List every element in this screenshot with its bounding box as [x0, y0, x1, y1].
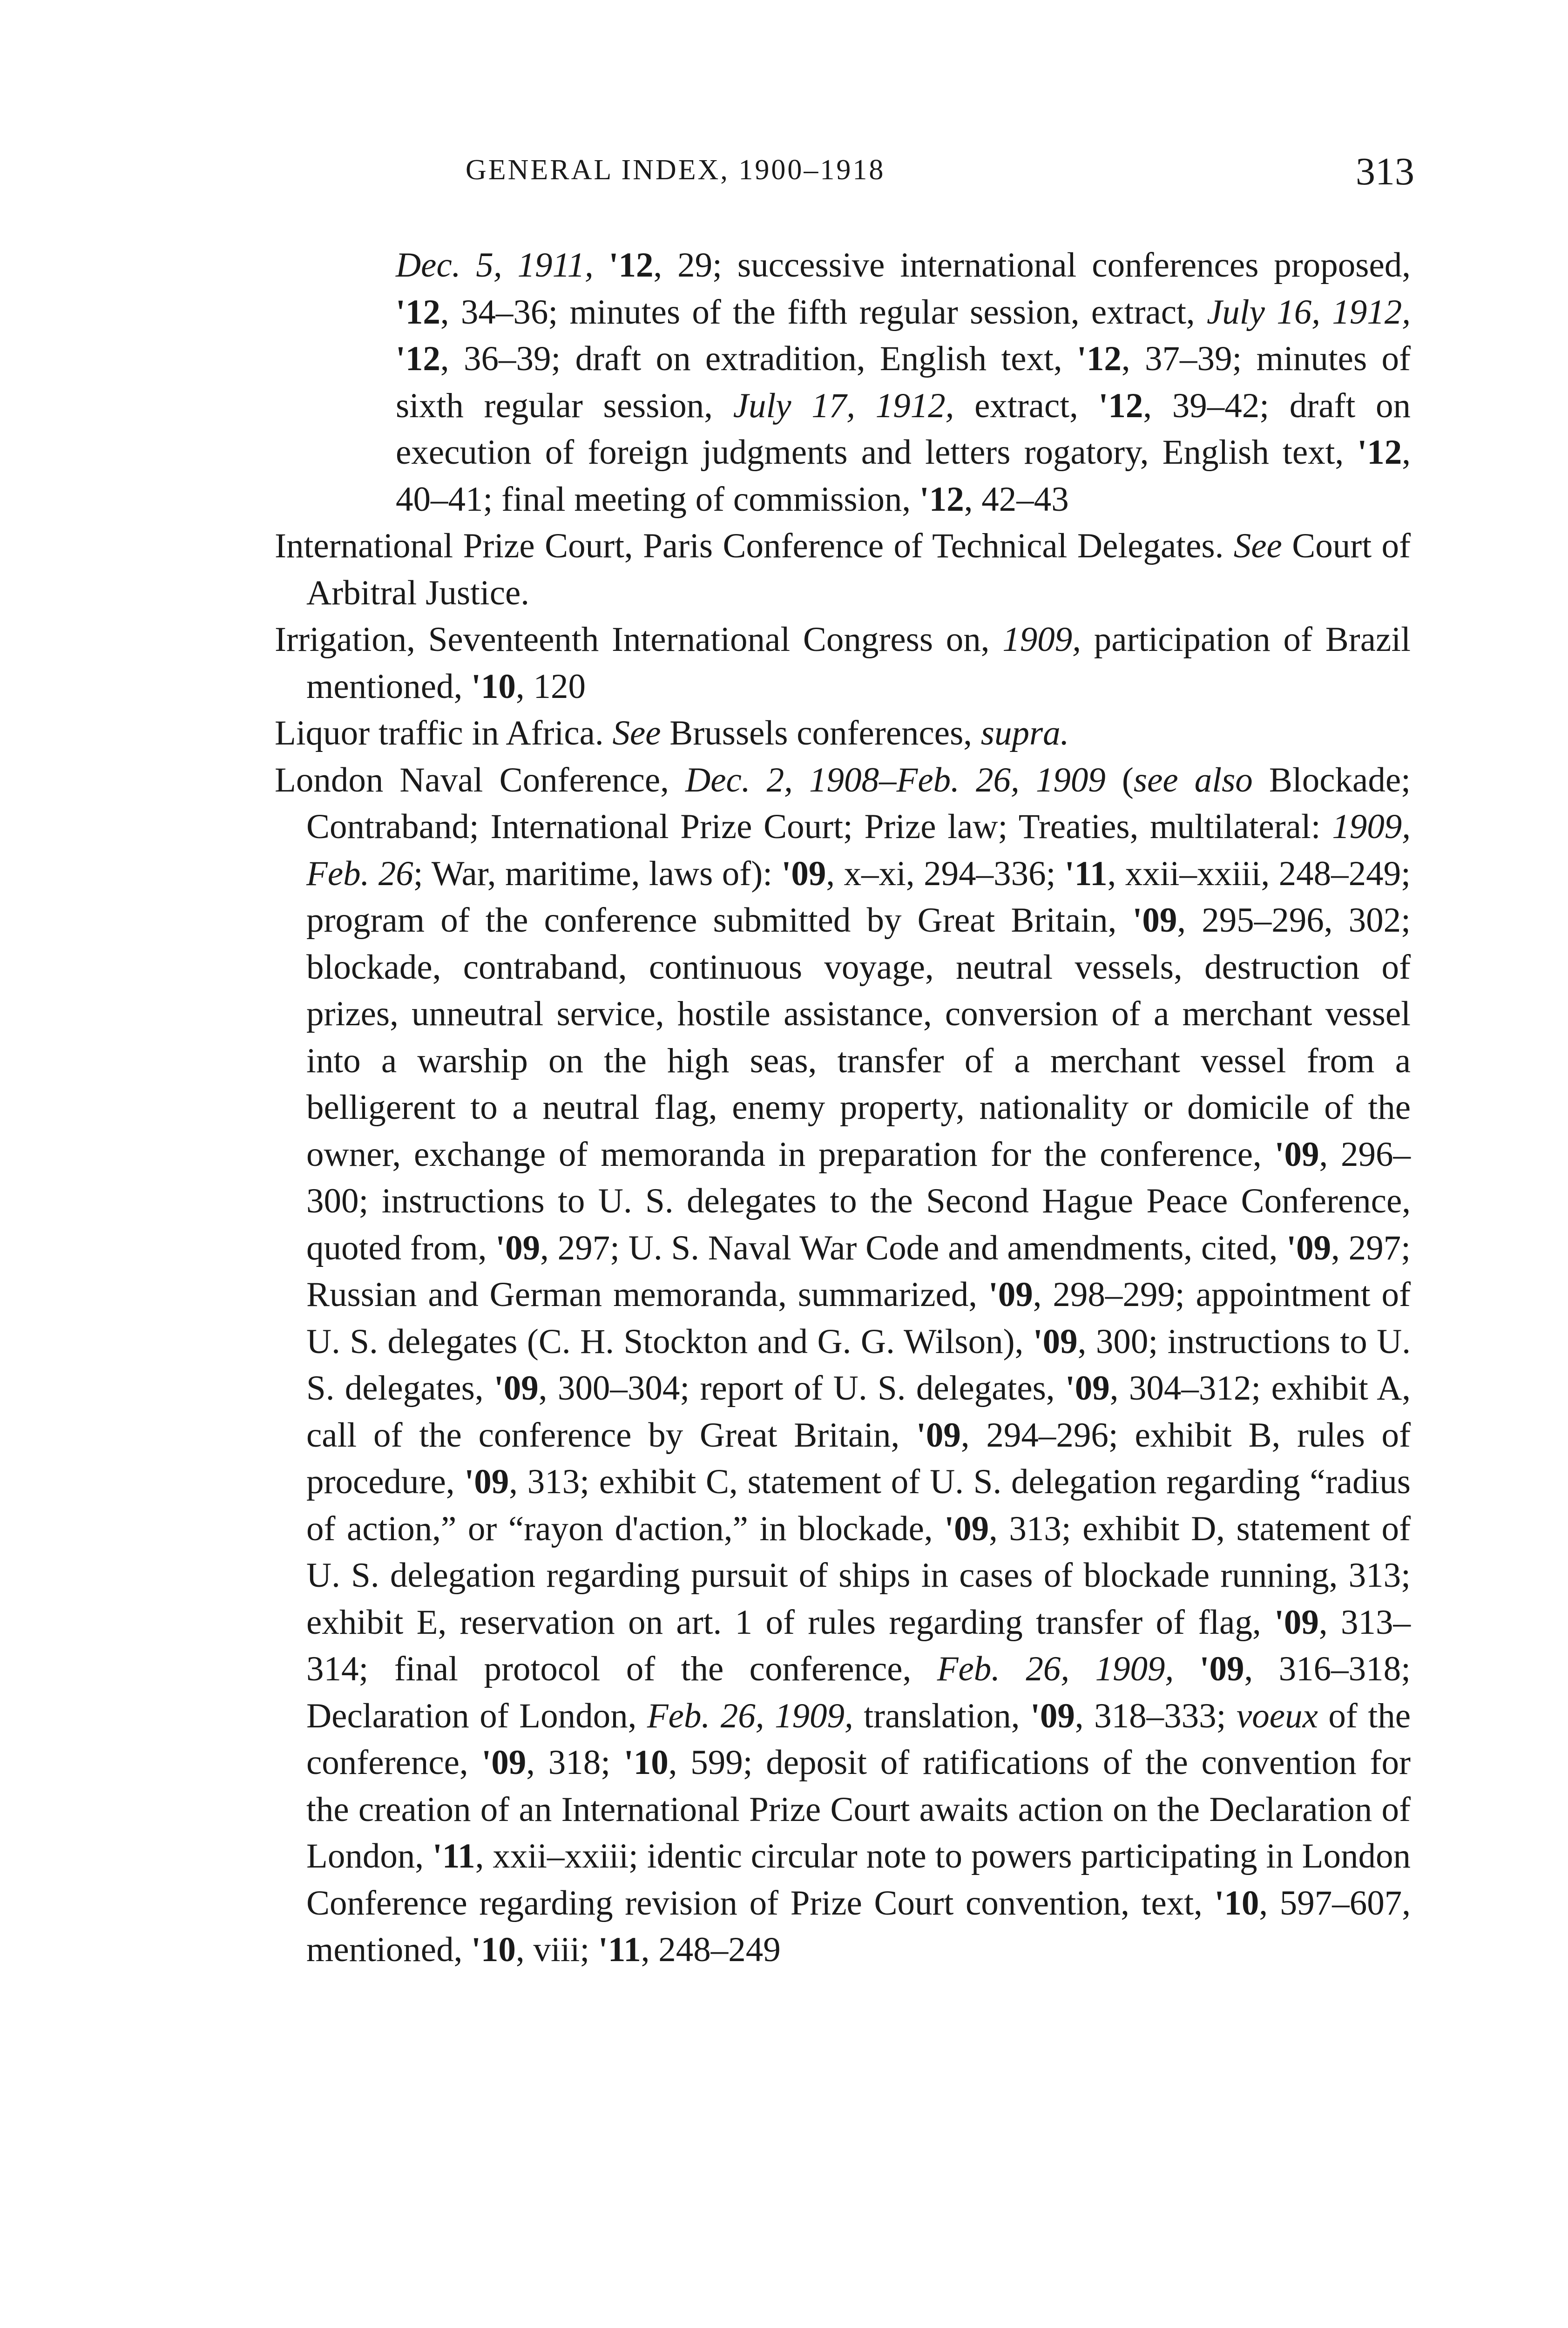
- entry-text-segment: , 318–333;: [1075, 1696, 1237, 1735]
- entry-text-segment: '09: [916, 1415, 961, 1455]
- entry-text-segment: '09: [781, 854, 826, 893]
- entry-text-segment: '10: [1214, 1883, 1259, 1922]
- entry-text-segment: July 17, 1912,: [733, 386, 954, 425]
- entry-text-segment: , 42–43: [964, 480, 1069, 519]
- entry-text-segment: '09: [464, 1462, 509, 1501]
- entry-text-segment: '09: [988, 1275, 1033, 1314]
- running-head: GENERAL INDEX, 1900–1918: [466, 154, 885, 186]
- entry-text-segment: , 29; successive international conferences proposed,: [653, 246, 1411, 284]
- entry-text-segment: Court of Arbitral Justice.: [306, 527, 1411, 612]
- entry-text-segment: '09: [1132, 901, 1177, 940]
- entry-text-segment: '12: [1357, 433, 1402, 472]
- index-entry-irrigation: [275, 616, 1411, 710]
- entry-text-segment: '09: [495, 1228, 541, 1267]
- entry-text-segment: International Prize Court, Paris Conference of Technical Delegates.: [275, 527, 1234, 565]
- entry-text-segment: , xxii–xxiii; identic circular note to powers participating in London Conference regarding revision of Prize Court convention, text,: [306, 1837, 1411, 1922]
- entry-text-segment: '10: [471, 667, 516, 706]
- entry-text-segment: '12: [1098, 386, 1143, 425]
- entry-text-segment: participation of Brazil mentioned,: [306, 620, 1411, 706]
- entry-text-segment: , xxii–xxiii, 248–249; program of the conference submitted by Great Britain,: [306, 854, 1411, 940]
- entry-text-segment: , 313–314; final protocol of the conference,: [306, 1603, 1411, 1688]
- entry-text-segment: '09: [1065, 1369, 1110, 1408]
- entry-text-segment: '09: [1274, 1135, 1319, 1174]
- entry-text-segment: , 297; Russian and German memoranda, summarized,: [306, 1228, 1411, 1314]
- entry-text-segment: translation,: [853, 1696, 1031, 1735]
- entry-text-segment: '12: [396, 292, 440, 332]
- entry-text-segment: , 34–36; minutes of the fifth regular session, extract,: [440, 292, 1207, 332]
- entry-text-segment: Feb. 26, 1909,: [937, 1650, 1174, 1688]
- entry-text-segment: , 597–607, mentioned,: [306, 1883, 1411, 1969]
- entry-text-segment: '11: [598, 1930, 641, 1969]
- entry-text-segment: '11: [432, 1837, 475, 1875]
- entry-text-segment: , 36–39; draft on extradition, English text,: [440, 339, 1077, 378]
- entry-text-segment: '09: [1286, 1228, 1331, 1267]
- entry-text-segment: See: [1233, 527, 1282, 565]
- entry-text-segment: Dec. 5, 1911,: [396, 246, 594, 284]
- entry-text-segment: , 295–296, 302; blockade, contraband, continuous voyage, neutral vessels, destruction of prizes, unneutral service, hostile assistance, conversion of a merchant vessel into a warship on the high seas, transfer of a merchant vessel from a belligerent to a neutral flag, enemy property, nationality or domicile of the owner, exchange of memoranda in preparation for the conference,: [306, 901, 1411, 1174]
- entry-text-segment: 1909,: [1002, 620, 1081, 659]
- index-entry-liquor-traffic: [275, 710, 1411, 757]
- entry-text-segment: , 318;: [526, 1743, 624, 1782]
- entry-text-segment: , 316–318; Declaration of London,: [306, 1650, 1411, 1735]
- entry-text-segment: '09: [481, 1743, 527, 1782]
- entry-text-segment: , 304–312; exhibit A, call of the conference by Great Britain,: [306, 1369, 1411, 1455]
- entry-text-segment: , 313; exhibit C, statement of U. S. delegation regarding “radius of action,” or “rayon d'action,” in blockade,: [306, 1462, 1411, 1548]
- entry-text-segment: '10: [623, 1743, 669, 1782]
- entry-text-segment: '09: [493, 1369, 539, 1408]
- entry-text-segment: '12: [1077, 339, 1122, 378]
- entry-text-segment: supra.: [980, 714, 1069, 752]
- entry-text-segment: ; War, maritime, laws of):: [413, 854, 782, 893]
- entry-text-segment: (: [1105, 760, 1134, 799]
- entry-text-segment: July 16, 1912,: [1206, 292, 1411, 332]
- entry-text-segment: voeux: [1237, 1696, 1318, 1735]
- entry-text-segment: '09: [1033, 1322, 1078, 1361]
- entry-text-segment: '09: [1274, 1603, 1319, 1642]
- entry-text-segment: , 300–304; report of U. S. delegates,: [538, 1369, 1065, 1408]
- entry-text-segment: '12: [396, 339, 440, 378]
- entry-text-segment: , 40–41; final meeting of commission,: [396, 433, 1411, 519]
- entry-text-segment: Feb. 26, 1909,: [647, 1696, 853, 1735]
- entry-text-segment: '11: [1064, 854, 1108, 893]
- entry-text-segment: extract,: [954, 386, 1099, 425]
- entry-text-segment: London Naval Conference,: [275, 760, 686, 799]
- index-entry-international-prize-court: [275, 523, 1411, 616]
- entry-text-segment: of the conference,: [306, 1696, 1411, 1782]
- entry-text-segment: , 297; U. S. Naval War Code and amendments, cited,: [540, 1228, 1287, 1267]
- entry-text-segment: Blockade; Contraband; International Prize Court; Prize law; Treaties, multilateral:: [306, 760, 1411, 846]
- entry-text-segment: Brussels conferences,: [661, 714, 981, 752]
- entry-text-segment: , x–xi, 294–336;: [826, 854, 1065, 893]
- entry-text-segment: , 39–42; draft on execution of foreign judgments and letters rogatory, English text,: [396, 386, 1411, 472]
- entry-text-segment: '09: [1174, 1650, 1244, 1688]
- entry-text-segment: , 37–39; minutes of sixth regular session,: [396, 339, 1411, 425]
- index-entries: [275, 242, 1411, 1974]
- index-entry-london-naval-conference: [275, 757, 1411, 1974]
- entry-text-segment: '09: [1030, 1696, 1075, 1735]
- entry-text-segment: , 296–300; instructions to U. S. delegates to the Second Hague Peace Conference, quoted from,: [306, 1135, 1411, 1267]
- entry-text-segment: , 294–296; exhibit B, rules of procedure,: [306, 1415, 1411, 1501]
- entry-text-segment: , viii;: [515, 1930, 599, 1969]
- entry-text-segment: '12: [593, 246, 654, 284]
- entry-text-segment: '09: [944, 1509, 989, 1548]
- entry-text-segment: '10: [471, 1930, 516, 1969]
- entry-text-segment: , 298–299; appointment of U. S. delegates (C. H. Stockton and G. G. Wilson),: [306, 1275, 1411, 1361]
- entry-text-segment: , 599; deposit of ratifications of the convention for the creation of an International Prize Court awaits action on the Declaration of London,: [306, 1743, 1411, 1875]
- entry-text-segment: Irrigation, Seventeenth International Congress on,: [275, 620, 1003, 659]
- entry-text-segment: See: [612, 714, 661, 752]
- entry-text-segment: see also: [1133, 760, 1253, 799]
- entry-text-segment: , 300; instructions to U. S. delegates,: [306, 1322, 1411, 1408]
- entry-text-segment: , 313; exhibit D, statement of U. S. delegation regarding pursuit of ships in cases of blockade running, 313; exhibit E, reservation on art. 1 of rules regarding transfer of flag,: [306, 1509, 1411, 1642]
- entry-text-segment: Dec. 2, 1908–Feb. 26, 1909: [685, 760, 1106, 799]
- entry-text-segment: , 120: [515, 667, 586, 706]
- page-number: 313: [1356, 150, 1414, 193]
- entry-text-segment: 1909, Feb. 26: [306, 807, 1411, 893]
- index-entry-continuation: [275, 242, 1411, 523]
- entry-text-segment: '12: [919, 480, 964, 519]
- entry-text-segment: Liquor traffic in Africa.: [275, 714, 613, 752]
- entry-text-segment: , 248–249: [641, 1930, 781, 1969]
